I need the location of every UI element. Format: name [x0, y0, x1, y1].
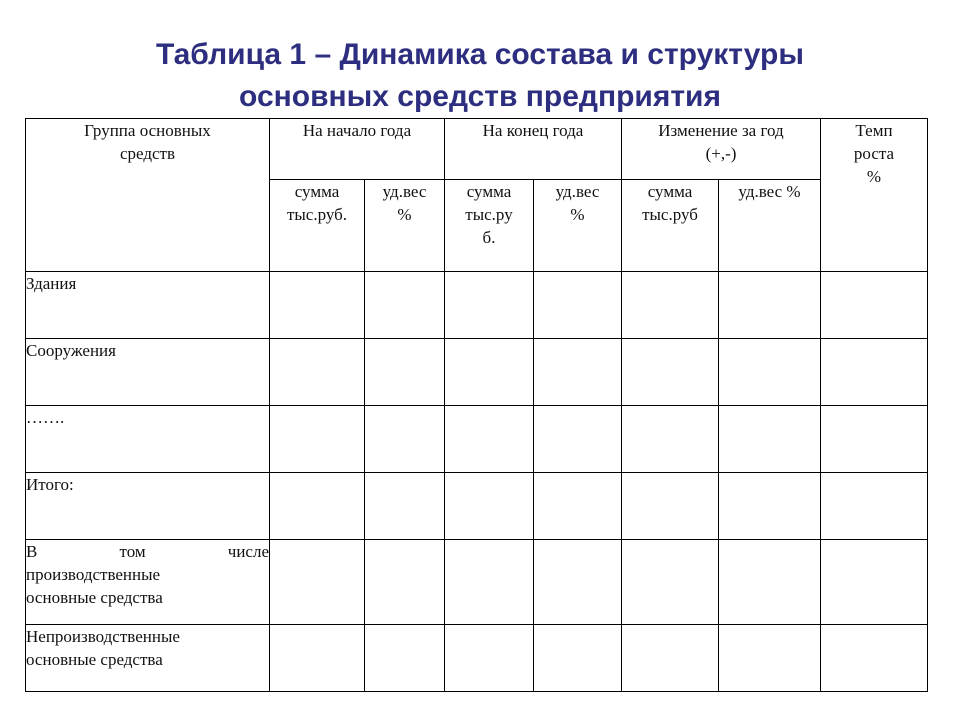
table-cell[interactable]	[821, 625, 928, 692]
table-cell[interactable]	[821, 339, 928, 406]
table-cell[interactable]	[622, 625, 719, 692]
row-label: Итого:	[26, 473, 270, 540]
title-line-1: Таблица 1 – Динамика состава и структуры	[156, 38, 804, 71]
table-cell[interactable]	[534, 406, 622, 473]
table-cell[interactable]	[622, 272, 719, 339]
subheader-start-share: уд.вес %	[365, 180, 445, 272]
table-cell[interactable]	[534, 339, 622, 406]
table-cell[interactable]	[270, 272, 365, 339]
title-line-2: основных средств предприятия	[239, 80, 721, 113]
table-row	[26, 540, 928, 625]
table-cell[interactable]	[622, 406, 719, 473]
table-row	[26, 625, 928, 692]
table-cell[interactable]	[719, 339, 821, 406]
row-label: Непроизводственные основные средства	[26, 625, 270, 692]
header-growth-rate: Темп роста %	[821, 119, 928, 272]
subheader-change-share: уд.вес %	[719, 180, 821, 272]
row-label-first-line: В том числе	[26, 542, 269, 561]
row-label: Сооружения	[26, 339, 270, 406]
table-cell[interactable]	[534, 625, 622, 692]
table-cell[interactable]	[445, 473, 534, 540]
row-label: Здания	[26, 272, 270, 339]
table-cell[interactable]	[821, 406, 928, 473]
table-cell[interactable]	[821, 272, 928, 339]
header-group: Группа основных средств	[26, 119, 270, 272]
table-cell[interactable]	[270, 540, 365, 625]
table-cell[interactable]	[445, 406, 534, 473]
row-label: …….	[26, 406, 270, 473]
subheader-change-sum: сумма тыс.руб	[622, 180, 719, 272]
table-cell[interactable]	[534, 473, 622, 540]
header-row	[26, 119, 928, 180]
table-cell[interactable]	[445, 272, 534, 339]
table-cell[interactable]	[719, 540, 821, 625]
slide-title	[0, 34, 960, 118]
row-label: В том числе производственные основные средства	[26, 540, 270, 625]
table-cell[interactable]	[365, 406, 445, 473]
header-end-of-year: На конец года	[445, 119, 622, 180]
table-cell[interactable]	[534, 540, 622, 625]
table-cell[interactable]	[365, 473, 445, 540]
table-cell[interactable]	[365, 339, 445, 406]
table-cell[interactable]	[270, 339, 365, 406]
table-cell[interactable]	[365, 272, 445, 339]
table-row	[26, 473, 928, 540]
table-cell[interactable]	[445, 540, 534, 625]
table-cell[interactable]	[719, 272, 821, 339]
table-cell[interactable]	[622, 339, 719, 406]
table-cell[interactable]	[821, 540, 928, 625]
table-cell[interactable]	[270, 625, 365, 692]
table-cell[interactable]	[622, 540, 719, 625]
table-cell[interactable]	[534, 272, 622, 339]
table-row	[26, 272, 928, 339]
table-cell[interactable]	[270, 473, 365, 540]
subheader-end-sum: сумма тыс.ру б.	[445, 180, 534, 272]
table-cell[interactable]	[365, 540, 445, 625]
table-cell[interactable]	[445, 625, 534, 692]
subheader-start-sum: сумма тыс.руб.	[270, 180, 365, 272]
header-change: Изменение за год (+,-)	[622, 119, 821, 180]
table-cell[interactable]	[719, 473, 821, 540]
fixed-assets-table	[25, 118, 928, 692]
table-cell[interactable]	[719, 625, 821, 692]
table-cell[interactable]	[365, 625, 445, 692]
table-cell[interactable]	[821, 473, 928, 540]
header-start-of-year: На начало года	[270, 119, 445, 180]
table-row	[26, 339, 928, 406]
table-cell[interactable]	[445, 339, 534, 406]
table-cell[interactable]	[270, 406, 365, 473]
table-cell[interactable]	[622, 473, 719, 540]
table-row	[26, 406, 928, 473]
subheader-end-share: уд.вес %	[534, 180, 622, 272]
table-cell[interactable]	[719, 406, 821, 473]
